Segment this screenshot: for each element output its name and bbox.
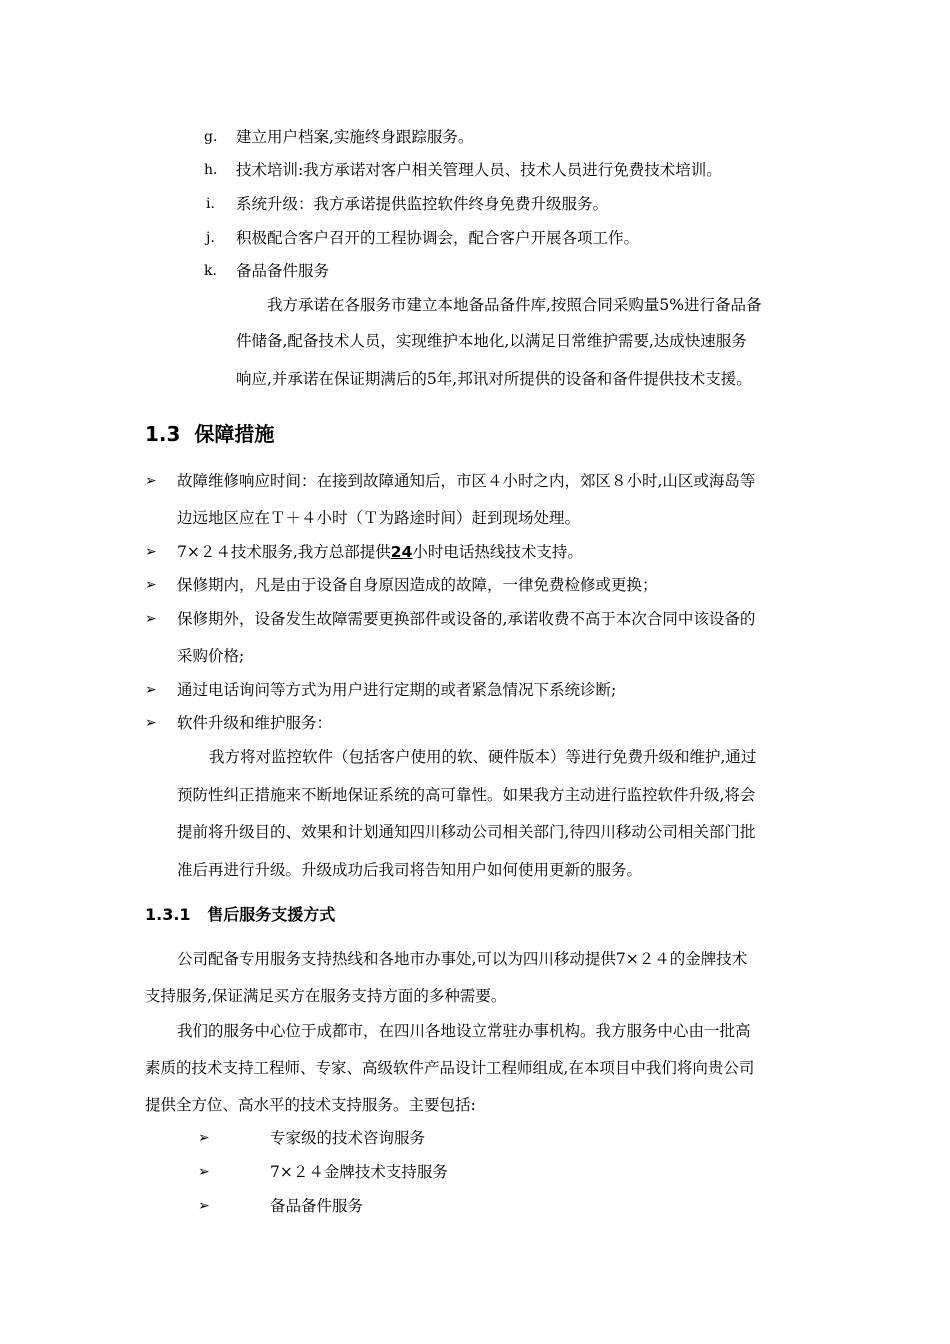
list-marker-j: j.	[206, 230, 215, 246]
bullet-out-warranty: 保修期外，设备发生故障需要更换部件或设备的,承诺收费不高于本次合同中该设备的	[177, 610, 756, 628]
spare-parts-paragraph-line: 件储备,配备技术人员，实现维护本地化,以满足日常维护需要,达成快速服务	[236, 332, 747, 350]
bullet-arrow-icon: ➢	[145, 544, 157, 560]
section-number: 1.3.1	[145, 905, 191, 924]
bullet-arrow-icon: ➢	[198, 1198, 210, 1214]
center-paragraph-line: 我们的服务中心位于成都市，在四川各地设立常驻办事机构。我方服务中心由一批高	[177, 1022, 751, 1040]
spare-parts-paragraph-line: 响应,并承诺在保证期满后的5年,邦讯对所提供的设备和备件提供技术支援。	[236, 370, 752, 388]
section-title: 保障措施	[194, 422, 275, 446]
list-marker-h: h.	[204, 162, 218, 178]
section-heading-1-3-1	[145, 904, 335, 926]
bullet-7x24-highlight: 24	[390, 543, 413, 561]
service-item: 7×２４金牌技术支持服务	[270, 1163, 448, 1181]
bullet-7x24-pre: 7×２４技术服务,我方总部提供	[177, 543, 391, 561]
list-item-k: 备品备件服务	[236, 262, 330, 280]
bullet-arrow-icon: ➢	[145, 682, 157, 698]
center-paragraph-line: 提供全方位、高水平的技术支持服务。主要包括:	[145, 1096, 476, 1114]
list-item-h: 技术培训:我方承诺对客户相关管理人员、技术人员进行免费技术培训。	[236, 161, 722, 179]
list-item-g: 建立用户档案,实施终身跟踪服务。	[236, 128, 474, 146]
bullet-arrow-icon: ➢	[198, 1130, 210, 1146]
bullet-arrow-icon: ➢	[145, 577, 157, 593]
bullet-arrow-icon: ➢	[145, 611, 157, 627]
bullet-in-warranty: 保修期内，凡是由于设备自身原因造成的故障，一律免费检修或更换；	[177, 576, 658, 594]
list-item-i: 系统升级：我方承诺提供监控软件终身免费升级服务。	[236, 195, 609, 213]
list-item-j: 积极配合客户召开的工程协调会，配合客户开展各项工作。	[236, 229, 640, 247]
bullet-arrow-icon: ➢	[145, 715, 157, 731]
bullet-response-time-cont: 边远地区应在Ｔ＋４小时（Ｔ为路途时间）赶到现场处理。	[177, 509, 581, 527]
bullet-7x24	[177, 541, 583, 563]
software-paragraph-line: 预防性纠正措施来不断地保证系统的高可靠性。如果我方主动进行监控软件升级,将会	[177, 786, 756, 804]
bullet-out-warranty-cont: 采购价格;	[177, 647, 245, 665]
list-marker-k: k.	[204, 263, 217, 279]
center-paragraph-line: 素质的技术支持工程师、专家、高级软件产品设计工程师组成,在本项目中我们将向贵公司	[145, 1059, 755, 1077]
list-marker-g: g.	[204, 129, 218, 145]
software-paragraph-line: 我方将对监控软件（包括客户使用的软、硬件版本）等进行免费升级和维护,通过	[209, 748, 757, 766]
bullet-software-upgrade: 软件升级和维护服务：	[177, 714, 333, 732]
support-paragraph-line: 公司配备专用服务支持热线和各地市办事处,可以为四川移动提供7×２４的金牌技术	[177, 950, 748, 968]
software-paragraph-line: 提前将升级目的、效果和计划通知四川移动公司相关部门,待四川移动公司相关部门批	[177, 823, 756, 841]
service-item: 备品备件服务	[270, 1197, 364, 1215]
spare-parts-paragraph-line: 我方承诺在各服务市建立本地备品备件库,按照合同采购量5%进行备品备	[267, 296, 762, 314]
bullet-diagnosis: 通过电话询问等方式为用户进行定期的或者紧急情况下系统诊断;	[177, 681, 617, 699]
section-heading-1-3	[145, 421, 274, 447]
section-title: 售后服务支援方式	[207, 905, 336, 924]
bullet-response-time: 故障维修响应时间：在接到故障通知后，市区４小时之内，郊区８小时,山区或海岛等	[177, 472, 756, 490]
service-item: 专家级的技术咨询服务	[270, 1129, 426, 1147]
bullet-arrow-icon: ➢	[198, 1164, 210, 1180]
bullet-7x24-post: 小时电话热线技术支持。	[412, 543, 583, 561]
list-marker-i: i.	[206, 196, 215, 212]
support-paragraph-line: 支持服务,保证满足买方在服务支持方面的多种需要。	[145, 987, 507, 1005]
section-number: 1.3	[145, 422, 181, 446]
bullet-arrow-icon: ➢	[145, 473, 157, 489]
software-paragraph-line: 准后再进行升级。升级成功后我司将告知用户如何使用更新的服务。	[177, 861, 643, 879]
